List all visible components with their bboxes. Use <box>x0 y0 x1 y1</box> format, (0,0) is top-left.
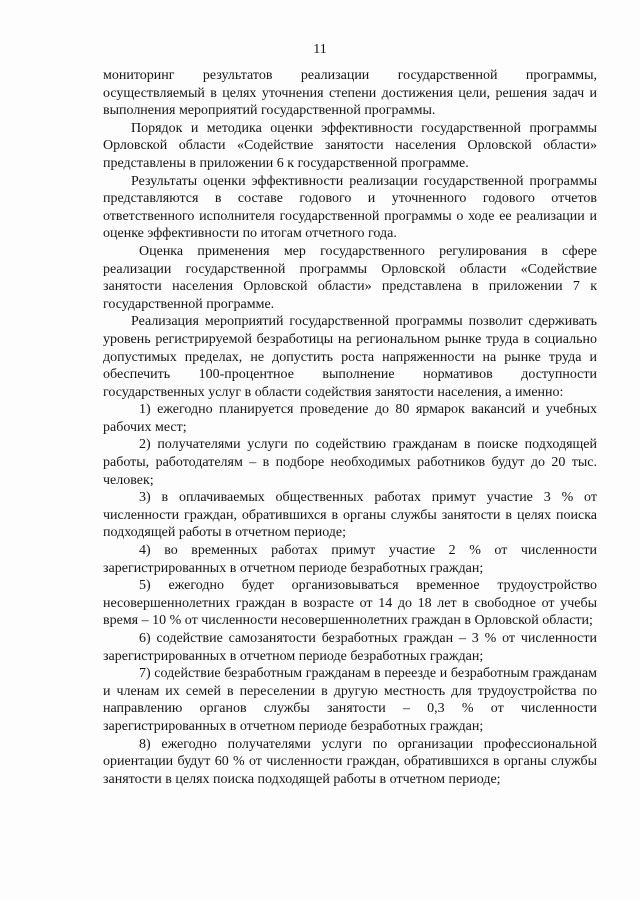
paragraph-evaluation-results: Результаты оценки эффективности реализации государственной программы представляются в составе годового и уточненного годового отчетов ответственного исполнителя государственной программы о ходе ее реализации и оценке эффективности по итогам отчетного года. <box>103 173 597 242</box>
list-item-8: 8) ежегодно получателями услуги по организации профессиональной ориентации будут 60 % от численности граждан, обратившихся в органы службы занятости в целях поиска подходящей работы в отчетном периоде; <box>103 736 597 787</box>
paragraph-evaluation-method: Порядок и методика оценки эффективности государственной программы Орловской области «Содействие занятости населения Орловской области» представлены в приложении 6 к государственной программе. <box>103 120 597 171</box>
page-number: 11 <box>313 42 327 57</box>
paragraph-monitoring: мониторинг результатов реализации государственной программы, осуществляемый в целях уточнения степени достижения цели, решения задач и выполнения мероприятий государственной программы. <box>103 68 597 119</box>
list-item-5: 5) ежегодно будет организовываться временное трудоустройство несовершеннолетних граждан в возрасте от 14 до 18 лет в свободное от учебы время – 10 % от численности несовершеннолетних граждан в Орловской области; <box>103 578 597 629</box>
list-item-2: 2) получателями услуги по содействию гражданам в поиске подходящей работы, работодателям – в подборе необходимых работников будут до 20 тыс. человек; <box>103 437 597 488</box>
list-item-4: 4) во временных работах примут участие 2 % от численности зарегистрированных в отчетном периоде безработных граждан; <box>103 543 597 576</box>
paragraph-regulation-measures: Оценка применения мер государственного регулирования в сфере реализации государственной программы Орловской области «Содействие занятости населения Орловской области» представлена в приложении 7 к государственной программе. <box>103 243 597 312</box>
list-item-6: 6) содействие самозанятости безработных граждан – 3 % от численности зарегистрированных в отчетном периоде безработных граждан; <box>103 631 597 664</box>
list-item-3: 3) в оплачиваемых общественных работах примут участие 3 % от численности граждан, обратившихся в органы службы занятости в целях поиска подходящей работы в отчетном периоде; <box>103 490 597 541</box>
paragraph-program-implementation: Реализация мероприятий государственной программы позволит сдерживать уровень регистрируемой безработицы на региональном рынке труда в социально допустимых пределах, не допустить роста напряженности на рынке труда и обеспечить 100-процентное выполнение нормативов доступности государственных услуг в области содействия занятости населения, а именно: <box>103 314 597 400</box>
document-body <box>103 67 597 788</box>
list-item-1: 1) ежегодно планируется проведение до 80 ярмарок вакансий и учебных рабочих мест; <box>103 402 597 435</box>
list-item-7: 7) содействие безработным гражданам в переезде и безработным гражданам и членам их семей в переселении в другую местность для трудоустройства по направлению органов службы занятости – 0,3 % от численности зарегистрированных в отчетном периоде безработных граждан; <box>103 666 597 734</box>
